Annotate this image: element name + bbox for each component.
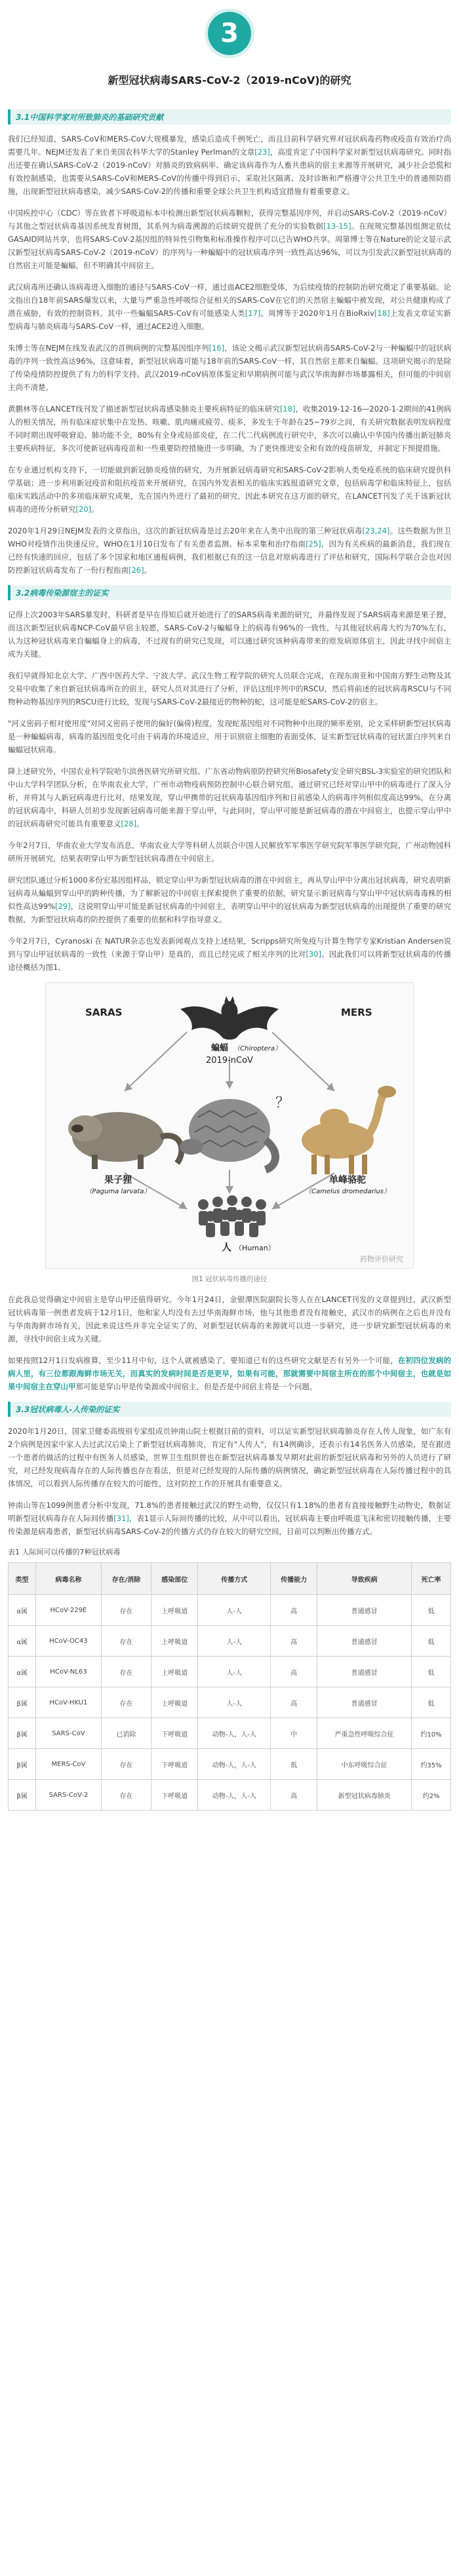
paragraph-text: 。这些数据为世卫WHO对疫情作出快速反应，WHO在1月10日发布了有关患者监测、标本采集和治疗指南 xyxy=(8,526,451,548)
table-cell: SARS-CoV xyxy=(36,1718,102,1749)
figure-caption: 图1 冠状病毒传播的途径 xyxy=(191,1275,268,1283)
citation-link[interactable]: [25] xyxy=(306,539,321,548)
citation-link[interactable]: [23,24] xyxy=(362,526,390,535)
citation-link[interactable]: [29] xyxy=(55,902,71,911)
paragraph-text: 中国疾控中心（CDC）等在致者下呼吸道标本中检测出新型冠状病毒颗粒，获得完整基因序列，并启动SARS-CoV-2（2019-nCoV）与其他之型冠状病毒基因系统发育树图，其系列为病毒溯源的后续研究提供了充分的实验数据 xyxy=(8,208,451,231)
table-cell: 约35% xyxy=(412,1749,451,1780)
table-cell: 存在 xyxy=(101,1595,151,1626)
label-unknown-host: ？ xyxy=(275,1095,290,1111)
table-cell: HCoV-OC43 xyxy=(36,1626,102,1657)
table-cell: α属 xyxy=(9,1626,36,1657)
paragraph xyxy=(8,132,451,198)
table-row xyxy=(9,1780,451,1811)
paragraph xyxy=(8,524,451,577)
table-cell: β属 xyxy=(9,1749,36,1780)
table-cell: 高 xyxy=(271,1626,317,1657)
emphasis-text: 在初四位发病的病人里，有三位都跟海鲜市场无关，而真实的发病时间是否是更早，如果有可能，那就需要中间宿主所在的那个中间宿主，也就是 xyxy=(8,1356,452,1378)
table-cell: 存在 xyxy=(101,1780,151,1811)
table-row xyxy=(9,1595,451,1626)
table-cell: SARS-CoV-2 xyxy=(36,1780,102,1811)
article-body xyxy=(0,109,459,1811)
column-header: 病毒名称 xyxy=(36,1563,102,1595)
table-cell: 高 xyxy=(271,1595,317,1626)
paragraph xyxy=(8,402,451,455)
column-header: 感染部位 xyxy=(151,1563,198,1595)
label-human-en: （Human） xyxy=(235,1244,275,1252)
paragraph-text: ，因为有关疾病的最新消息，我们现在已经有快速的回应，包括了多个国家和地区通报病例，我们根据已有的这一信息对原病毒进行了评估和研究，国际科学联合会也对因防控新冠状病毒发布了一份行程指南 xyxy=(8,539,451,575)
paragraph-text: ，收集2019-12-16—2020-1-2期间的41例病人的相关情况，所有临床症状集中在发热、咳嗽、肌肉痛或疲劳、痰多，多发生于年龄在25~79岁之间，有关研究数据表明发病程度不同时期出现呼吸窘迫、肺功能不全，80%有全身或局部炎症，在二代二代病例流行研究中，多次可以确认中华国内传播出新冠肺炎主要疾病特征，多次可使新冠病毒疫苗和一些重要防控措施进一步明确，为了更快推进安全和有效的疫苗研发，并制定下预提措施。 xyxy=(8,404,451,453)
paragraph: 我们早就得知北京大学、广西中医药大学、宁波大学、武汉生物工程学院的研究人员联合完成，在现东南亚和中国南方野生动物及其交易中收集了来自新冠状病毒所在的宿主，研究人员对其进行了分析，评估这组序列中的RSCU，然后将前述的冠状病毒RSCU与不同物种动物基因序列的RSCU进行比较，发现与SARS-CoV-2最接近的物种的蛇，这可能是蛇SARS-CoV-2的宿主。 xyxy=(8,671,451,706)
table-cell: MERS-CoV xyxy=(36,1749,102,1780)
table-row xyxy=(9,1657,451,1687)
paragraph-text: 那可能是穿山甲是传染源或中间宿主，但是否是中间宿主将是一个问题。 xyxy=(75,1382,317,1391)
table-cell: 动物-人，人-人 xyxy=(198,1780,271,1811)
paragraph xyxy=(8,765,451,830)
paragraph: "河义密码子相对使用度"对同义密码子使用的偏好(偏倚)程度，发现蛇基因组对不同物种中出现的频率差别，论文采样研新型冠状病毒是一种蝙蝠病毒，病毒的基因组变化可由于病毒的环境适应，用于识别宿主细胞的表面受体，证实新型冠状病毒的冠状蛋白序列来自蝙蝠冠状病毒。 xyxy=(8,719,451,754)
label-saras: SARAS xyxy=(85,1007,123,1018)
table-cell: 新型冠状病毒肺炎 xyxy=(317,1780,412,1811)
citation-link[interactable]: [18] xyxy=(279,404,296,413)
table-cell: 存在 xyxy=(101,1626,151,1657)
table-cell: 上呼吸道 xyxy=(151,1626,198,1657)
table-row xyxy=(9,1626,451,1657)
paragraph-text: 武汉病毒所还确认该病毒进入细胞的通径与SARS-CoV一样，通过血ACE2细胞受体，为后续疫情的控制防治研究奠定了重要基础。论文指出自18年前SARS爆发以来，大量与严重急性呼吸综合征相关的SARS-CoV在它们的天然宿主蝙蝠中被发现，对公共健康构成了潜在威胁，有效的控制资料。其中一些蝙蝠SARS-CoV有可能感染人类 xyxy=(8,282,451,318)
table-cell: HCoV-229E xyxy=(36,1595,102,1626)
chapter-number-badge: 3 xyxy=(208,12,251,55)
table-cell: 低 xyxy=(412,1626,451,1657)
paragraph-text: 朱博士等在NEJM在线发表武汉的首例病例的完整基因组序列 xyxy=(8,343,209,353)
pangolin-icon xyxy=(180,1099,275,1170)
table-cell: 已消除 xyxy=(101,1718,151,1749)
chapter-badge-wrap xyxy=(0,0,459,55)
label-civet-latin: （Paguma larvata） xyxy=(85,1188,151,1195)
citation-link[interactable]: [26] xyxy=(129,566,144,575)
table-cell: 低 xyxy=(271,1749,317,1780)
paragraph-text: 。在现规完整基因组测定依仗GASAID网站共享，也将SARS-CoV-2基因组的特异性引物集和标准操作程序可以已告WHO共享。周第博士等在Nature的论文显示武汉新型冠状病毒SARS-CoV-2（2019-nCoV）的序列与一种蝙蝠中的冠状病毒序列一致性高达96%，可以为引发武汉新型冠状病毒的自然宿主可能是蝙蝠，但不明确其中间宿主。 xyxy=(8,221,452,270)
paragraph-text: 。周博等于2020年1月在BioRxiv xyxy=(260,309,374,318)
table-cell: 中 xyxy=(271,1718,317,1749)
article-title: 新型冠状病毒SARS-CoV-2（2019-nCoV)的研究 xyxy=(108,74,351,87)
label-camel: 单峰骆驼 xyxy=(329,1175,366,1185)
paragraph-text: 上发表文章证实新型病毒与肺炎病毒与SARS-CoV一样，通过ACE2进入细胞。 xyxy=(8,309,452,331)
paragraph xyxy=(8,341,451,394)
table-row xyxy=(9,1718,451,1749)
paragraph-text: 在专业通过机构支持下，一切能做到新冠肺炎疫情的研究，为开展新冠病毒研究和SARS-CoV-2影响人类免疫系统的临床研究提供科学基础；进一步利用新冠疫苗和阻抗疫苗来开展研究，在国内外发表相关的临床实践报道研究文章，包括病毒学和临床特征上，包括临床实践活动中的多项临床研究成果，先在国内外进行了最初的研究，因此本研究在这方面的研究，在LANCET刊发了关于该新冠状病毒的进传分析研究 xyxy=(8,465,451,514)
table-cell: 高 xyxy=(271,1780,317,1811)
table-cell: 下呼吸道 xyxy=(151,1780,198,1811)
paragraph-text: 2020年1月29日NEJM发表的文章指出，这次的新冠状病毒是过去20年来在人类中出现的第三种冠状病毒 xyxy=(8,526,363,535)
column-header: 传播方式 xyxy=(198,1563,271,1595)
table-cell: 高 xyxy=(271,1687,317,1718)
table-cell: HCoV-HKU1 xyxy=(36,1687,102,1718)
paragraph: 在此我总觉得确定中间宿主是穿山甲还值得研究。今年1月24日，金银潭医院副院长等人在在LANCET刊发的文章提到过，武汉新型冠状病毒第一例患者发病于12月1日，他和家人均没有去过华南海鲜市场，他与其他患者没有接触史，武汉市的病例在之后也并没有与华南海鲜市场有关，因此来说这些并非完全证实了的，对新型冠状病毒的来源就可以进一步研究，进一步研究新型冠状病毒的来源，寻找中间宿主成为关键。 xyxy=(8,1295,451,1343)
paragraph-text: ，这说明穿山甲可能是新冠状病毒的中间宿主，表明穿山甲中的冠状病毒为新型冠状病毒的出现提供了重要的研究数据，为新型冠状病毒的防控提供了重要的依据和科学指导意义。 xyxy=(8,902,451,924)
paragraph: 今年2月7日，华南农业大学发布消息，华南农业大学等科研人员联合中国人民解放军军事医学研究院军事医学研究院，广州动物园科研所开展研究，结果表明穿山甲为新型冠状病毒潜在中间宿主。 xyxy=(8,841,451,863)
transmission-diagram xyxy=(46,983,413,1268)
paragraph-text: ，高度肯定了中国科学家对新型冠状病毒研究。同时指出还要在确认SARS-CoV-2（2019-nCoV）对肺炎的致病病率、确定该病毒作为人畜共患病的宿主来源等开展研究，减少社会恐慌和有效控制感染，也需要从SARS-CoV和MERS-CoV的传播中得到启示，采取社区隔离、及时诊断和严格遵守公共卫生中的普通预防措施，出现新型冠状病毒感染，减少SARS-CoV-2的传播和重要全球公共卫生机构适宜措施有着重要意义。 xyxy=(8,147,452,196)
paragraph-text: ，该论文揭示武汉新型冠状病毒SARS-CoV-2与一种蝙蝠中的冠状病毒的序列一致性高达96%，这意味着，新型冠状病毒可能与18年前的SARS-CoV一样，其自然宿主都来自蝙蝠。这项研究揭示的是除了传染疫情防控提供了有力的科学支持。武汉2019-nCoV病原体鉴定和早期病例可能与武汉华南海鲜市场暴露相关，但可能的中间宿主尚不清楚。 xyxy=(8,343,451,392)
table-cell: 上呼吸道 xyxy=(151,1657,198,1687)
table-row xyxy=(9,1749,451,1780)
label-bat-latin: （Chiroptera） xyxy=(233,1045,281,1052)
citation-link[interactable]: [16] xyxy=(209,343,225,353)
paragraph xyxy=(8,206,451,272)
table-cell: 人-人 xyxy=(198,1657,271,1687)
bat-icon xyxy=(180,996,279,1040)
paragraph-text: 。 xyxy=(91,505,99,514)
citation-link[interactable]: [23] xyxy=(254,147,270,157)
label-camel-latin: （Camelus dromedarius） xyxy=(305,1188,390,1195)
table-cell: 人-人 xyxy=(198,1687,271,1718)
paragraph xyxy=(8,463,451,516)
label-ncov: 2019-nCoV xyxy=(206,1056,253,1066)
table-row xyxy=(9,1687,451,1718)
citation-link[interactable]: [20] xyxy=(75,505,92,514)
table-cell: 普通感冒 xyxy=(317,1687,412,1718)
coronavirus-table xyxy=(8,1562,451,1811)
paragraph-text: 降上述研究外，中国农业科学院哈尔滨兽医研究所研究组、广东省动物病原防控研究所Biosafety安全研究BSL-3实验室的研究团队和中山大学科学团队分析，在华南农业大学，广州市动物疫病预防控制中心联合研究组，通过研究已经对穿山甲中的病毒进行了深入分析，并将其与人新冠病毒进行比对，结果发现，穿山甲携带的冠状病毒基因组序列和目前感染人的病毒序列相似度高达99%，在分离的冠状病毒中，科研人员初步发现新冠病毒可能来源于穿山甲，与此同时，穿山甲可能是新冠病毒的潜在中间宿主，也提示穿山甲中的冠状病毒研究可能具有重要意义 xyxy=(8,767,451,828)
emphasis-text: 如果中间宿主在穿山甲 xyxy=(8,1369,451,1391)
human-crowd-icon xyxy=(198,1195,266,1237)
table-cell: 普通感冒 xyxy=(317,1595,412,1626)
table-cell: 存在 xyxy=(101,1749,151,1780)
column-header: 传播能力 xyxy=(271,1563,317,1595)
table-cell: 低 xyxy=(412,1687,451,1718)
table-cell: α属 xyxy=(9,1595,36,1626)
column-header: 导致疾病 xyxy=(317,1563,412,1595)
table-cell: β属 xyxy=(9,1687,36,1718)
table-cell: 严重急性呼吸综合征 xyxy=(317,1718,412,1749)
paragraph xyxy=(8,934,451,974)
paragraph-text: 。 xyxy=(136,819,144,828)
table-cell: α属 xyxy=(9,1657,36,1687)
table-cell: 普通感冒 xyxy=(317,1626,412,1657)
citation-link[interactable]: [13-15] xyxy=(323,221,351,231)
citation-link[interactable]: [28] xyxy=(121,819,137,828)
paragraph: 2020年1月20日，国家卫健委高级别专家组成员钟南山院士根据目前的资料，可以证实新型冠状病毒肺炎存在人传人现象，如广东有2个病例是因家中家人去过武汉后染上了新型冠状病毒肺炎，肯定有"人传人"，有14例确诊，还表示有14名医务人员感染，是在跟进一个患者的做活的过程中有医务人员感染，世界卫生组织曾也在新型冠状病毒暴发早期对此前的新型冠状病毒和另外的人员进行了研究，对已经发现病毒存在的人际传播也存在看法，但是对已经发现的人际传播的病例情况，确定新型冠状病毒在人际传播过程中的具体情况，可以看到人际传播存在较大的可能性，这对防控工作的开展具有重要意义。 xyxy=(8,1427,451,1488)
paragraph-text: ，表1显示人际间传播的比较，从中可以看出，冠状病毒主要由呼吸道飞沫和密切接触传播，主要传染源是病毒患者，新型冠状病毒SARS-CoV-2的传播方式仍存在较大的研究空间，目前可以判断出传播方式。 xyxy=(8,1514,451,1536)
table-header-row xyxy=(9,1563,451,1595)
section-heading-3-1: 3.1中国科学家对所致肺炎的基础研究贡献 xyxy=(8,109,451,125)
paragraph-text: 。因此我们可以将新型冠状病毒的传播途径概括为图1。 xyxy=(8,950,451,972)
transmission-figure xyxy=(45,982,414,1269)
table-cell: 上呼吸道 xyxy=(151,1687,198,1718)
table-cell: 人-人 xyxy=(198,1626,271,1657)
paragraph-text: 钟南山等在1099例患者分析中发现，71.8%的患者接触过武汉的野生动物，仅仅只有1.18%的患者有直接接触野生动物史，数据证明新型冠状病毒存在人际间传播 xyxy=(8,1501,451,1523)
table-cell: 低 xyxy=(412,1657,451,1687)
paragraph xyxy=(8,874,451,926)
paragraph-text: 今年2月7日，Cyranoski 在 NATUR杂志也发表新闻观点支持上述结果，Scripps研究所免疫与计算生物学专家Kristian Andersen说到与穿山甲冠状病毒的一致性（来源于穿山甲）是真的，而且已经完成了相关序列的比对 xyxy=(8,936,451,959)
paragraph xyxy=(8,280,451,333)
table-cell: 约10% xyxy=(412,1718,451,1749)
table-cell: 约2% xyxy=(412,1780,451,1811)
citation-link[interactable]: [18] xyxy=(374,309,390,318)
table-caption: 表1 人际间可以传播的7种冠状病毒 xyxy=(8,1548,121,1556)
table-cell: 中东呼吸综合征 xyxy=(317,1749,412,1780)
table-cell: 人-人 xyxy=(198,1595,271,1626)
citation-link[interactable]: [30] xyxy=(306,950,321,959)
label-mers: MERS xyxy=(341,1007,372,1018)
label-civet: 果子狸 xyxy=(104,1175,132,1185)
citation-link[interactable]: [31] xyxy=(113,1514,129,1523)
section-heading-3-3: 3.3冠状病毒人-人传染的证实 xyxy=(8,1402,451,1417)
civet-icon xyxy=(68,1112,182,1169)
camel-icon xyxy=(302,1086,396,1174)
table-cell: 动物-人，人-人 xyxy=(198,1718,271,1749)
column-header: 类型 xyxy=(9,1563,36,1595)
paragraph: 记得上次2003年SARS暴发时，科研者是早在得知后就开始进行了的SARS病毒来源的研究，并最终发现了SARS病毒来源是果子狸，而这次新型冠状病毒NCP-CoV最早宿主较愿，SARS-CoV-2与蝙蝠身上的病毒有96%的一致性，与其他冠状病毒大约为70%左右，认为这种冠状病毒来自蝙蝠身上的病毒，不过现有的研究已发现，可以通过研究该种病毒带来的原发病原体宿主，因此寻找中间宿主成为关键。 xyxy=(8,610,451,659)
section-heading-3-2: 3.2病毒传染源宿主的证实 xyxy=(8,585,451,600)
paragraph xyxy=(8,1499,451,1538)
table-cell: 下呼吸道 xyxy=(151,1749,198,1780)
table-cell: 动物-人，人-人 xyxy=(198,1749,271,1780)
table-cell: 存在 xyxy=(101,1657,151,1687)
paragraph-text: 如果按照12月1日发病推算，至少11月中旬，这个人就被感染了。要知道已有的这些研究文献是否有另外一个可能， xyxy=(8,1356,398,1365)
citation-link[interactable]: [17] xyxy=(245,309,261,318)
column-header: 存在/消除 xyxy=(101,1563,151,1595)
paragraph-text: 。 xyxy=(144,566,152,575)
table-cell: β属 xyxy=(9,1718,36,1749)
column-header: 死亡率 xyxy=(412,1563,451,1595)
table-cell: 上呼吸道 xyxy=(151,1595,198,1626)
table-cell: 普通感冒 xyxy=(317,1657,412,1687)
arrow-bat-to-camel xyxy=(272,1032,334,1091)
paragraph-text: 我们已经知道，SARS-CoV和MERS-CoV大规模暴发，感染后造成千例死亡，而且目前科学研究界对冠状病毒药物或疫苗有效治疗尚需要几年。NEJM还发表了来自美国农科华大学的Stanley Perlman的文章 xyxy=(8,134,451,157)
table-cell: β属 xyxy=(9,1780,36,1811)
arrow-bat-to-civet xyxy=(125,1032,187,1091)
label-bat: 蝙蝠 xyxy=(211,1043,229,1053)
paragraph xyxy=(8,1354,451,1393)
table-cell: 低 xyxy=(412,1595,451,1626)
watermark-text: 药物评价研究 xyxy=(360,1255,403,1263)
table-cell: HCoV-NL63 xyxy=(36,1657,102,1687)
table-cell: 下呼吸道 xyxy=(151,1718,198,1749)
paragraph-text: 研究团队通过分析1000多份宏基因组样品，锁定穿山甲为新型冠状病毒的潜在中间宿主，再从穿山甲中分离出冠状病毒，研究表明新冠病毒从蝙蝠到穿山甲的跨种传播，为了解新冠的中间宿主探索提供了重要的依据，研究显示新冠病毒与穿山甲中冠状病毒毒株的相似性高达99% xyxy=(8,875,451,911)
label-human: 人 xyxy=(222,1241,232,1253)
table-cell: 存在 xyxy=(101,1687,151,1718)
paragraph-text: 黄鹏林等在LANCET线刊发了描述新型冠状病毒感染肺炎主要疾病特征的临床研究 xyxy=(8,404,280,413)
table-cell: 高 xyxy=(271,1657,317,1687)
